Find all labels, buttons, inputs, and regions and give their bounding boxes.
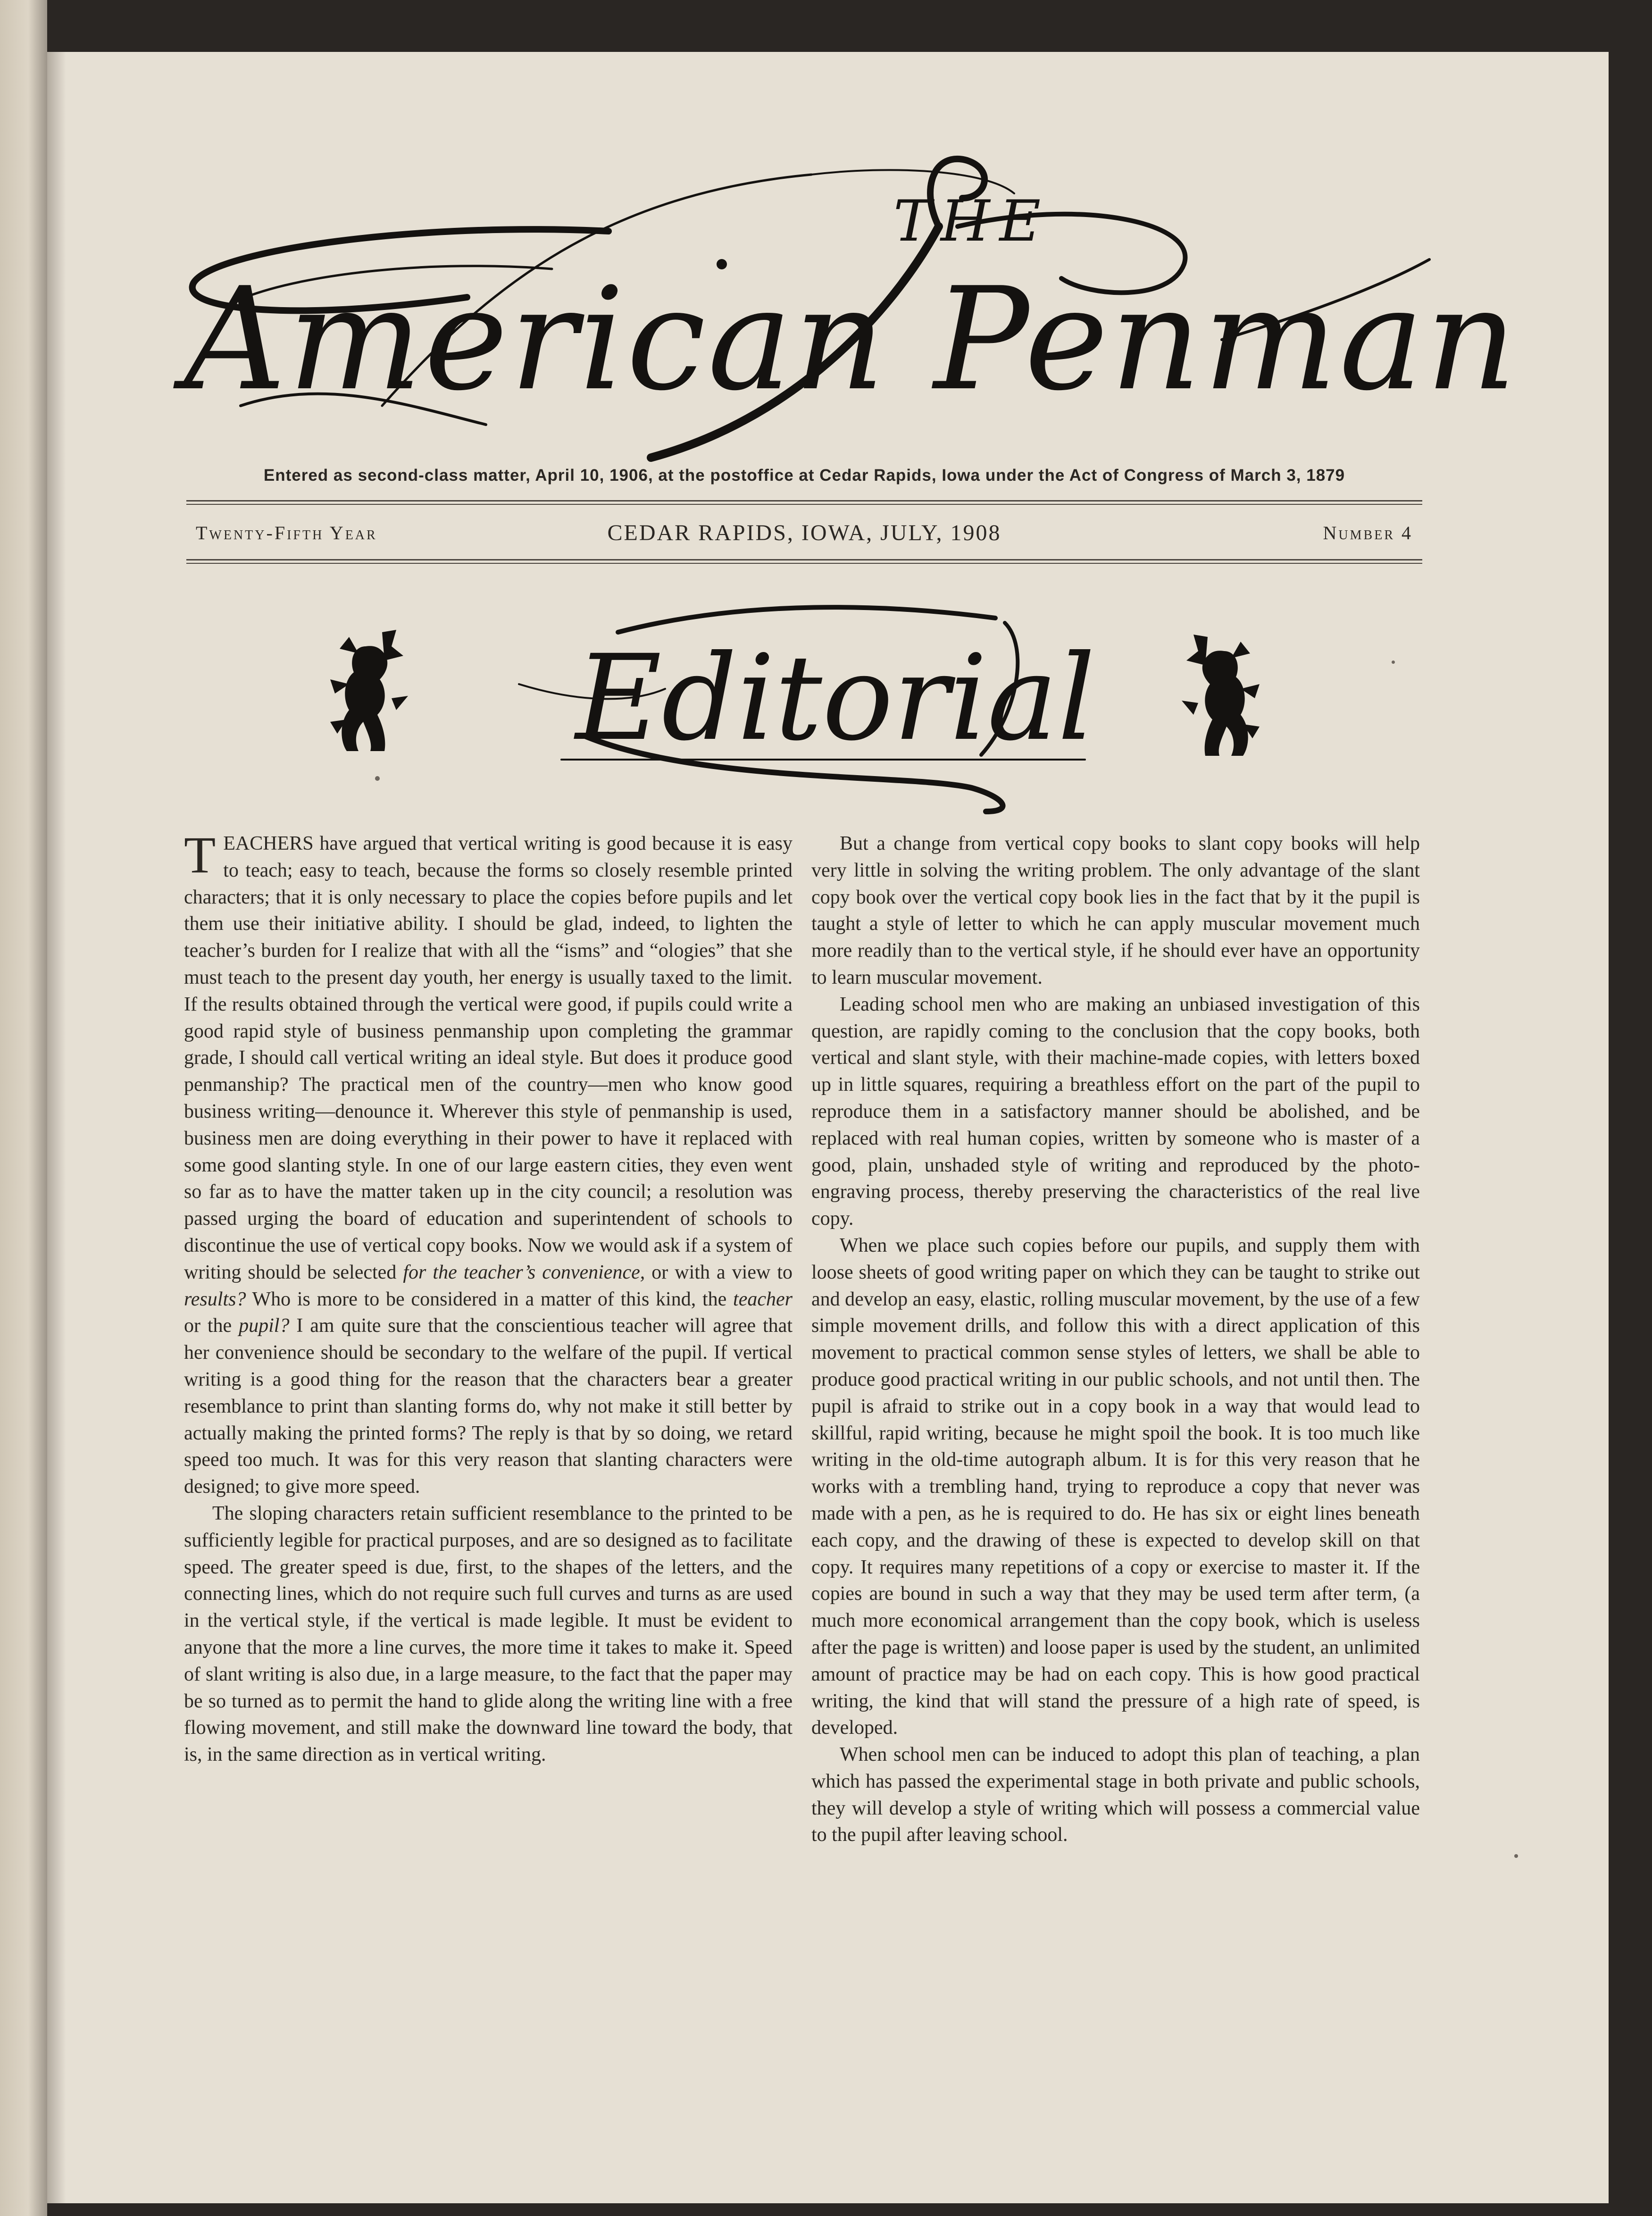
paragraph: Leading school men who are making an unbiased investigation of this question, are rapidly coming to the conclusion that the copy books, both vertical and slant style, with their machine-made copies, with letters boxed up in little squares, requiring a breathless effort on the part of the pupil to reproduce them in a satisfactory manner should be abolished, and be replaced with real human copies, written by someone who is master of a good, plain, unshaded style of writing and reproduced by the photo-engraving process, thereby preserving the characteristics of the real live copy. (811, 993, 1420, 1230)
text-run: I am quite sure that the conscientious teacher will agree that her convenience should be secondary to the welfare of the pupil. If vertical writing is a good thing for the reason that the characters bear a greater resemblance to print than slanting forms do, why not make it still better by actually making the printed forms? The reply is that by so doing, we retard speed too much. It was for this very reason that slanting characters were designed; to give more speed. (184, 1315, 793, 1498)
top-rule (186, 500, 1422, 502)
masthead-the: THE (893, 189, 1051, 254)
italic-run: teacher (733, 1288, 793, 1310)
griffin-icon (1179, 632, 1269, 760)
editorial-heading (509, 590, 1095, 816)
paragraph: The sloping characters retain sufficient resemblance to the printed to be sufficiently legible for practical purposes, and are so designed as to facilitate speed. The greater speed is due, first, to the shapes of the letters, and the connecting lines, which do not require such full curves and turns as are used in the vertical style, if the vertical is made legible. It must be evident to anyone that the more a line curves, the more time it takes to make it. Speed of slant writing is also due, in a large measure, to the fact that the paper may be so turned as to permit the hand to glide along the writing line with a free flowing movement, and still make the downward line toward the body, that is, in the same direction as in vertical writing. (184, 1502, 793, 1766)
paragraph: But a change from vertical copy books to slant copy books will help very little in solving the writing problem. The only advantage of the slant copy book over the vertical copy book lies in the fact that by it the pupil is taught a style of letter to which he can apply muscular movement much more readily than to the vertical style, if he should ever have an opportunity to learn muscular movement. (811, 833, 1420, 988)
top-rule-thin (186, 504, 1422, 505)
masthead (184, 142, 1519, 481)
article-left-column (184, 826, 793, 2038)
issue-place-date: CEDAR RAPIDS, IOWA, JULY, 1908 (607, 520, 1001, 545)
article-right-column (811, 830, 1420, 2038)
text-run: EACHERS have argued that vertical writing is good because it is easy to teach; easy to teach, because the forms so closely resemble printed characters; that it is only necessary to place the copies before pupils and let them use their initiative ability. I should be glad, indeed, to lighten the teacher’s burden for I realize that with all the “isms” and “ologies” that she must teach to the present day youth, her energy is usually taxed to the limit. If the results obtained through the vertical were good, if pupils could write a good rapid style of business penmanship upon completing the grammar grade, I should call vertical writing an ideal style. But does it produce good penmanship? The practical men of the country—men who know good business writing—denounce it. Wherever this style of penmanship is used, business men are doing everything in their power to have it replaced with some good slanting style. In one of our large eastern cities, they even went so far as to have the matter taken up in the city council; a resolution was passed urging the board of education and superintendent of schools to discontinue the use of vertical copy books. Now we would ask if a system of writing should be selected (184, 833, 793, 1283)
italic-run: for the teacher’s convenience, (403, 1261, 645, 1283)
paragraph: When we place such copies before our pupils, and supply them with loose sheets of good writing paper on which they can be taught to strike out and develop an easy, elastic, rolling muscular movement, by the use of a few simple movement drills, and follow this with a direct application of this movement to practical common sense styles of letters, we shall be able to produce good practical writing in our public schools, and not until then. The pupil is afraid to strike out in a copy book in a way that would lead to skillful, rapid writing, because he might spoil the book. It is too much like writing in the old-time autograph album. It is for this very reason that he works with a trembling hand, trying to reproduce a copy that never was made with a pen, as he is required to do. He has six or eight lines beneath each copy, and the drawing of these is expected to develop skill on that copy. It requires many repetitions of a copy or exercise to master it. If the copies are bound in such a way that they may be used term after term, (a much more economical arrangement than the copy book, which is useless after the page is written) and loose paper is used by the student, an unlimited amount of practice may be had on each copy. This is how good practical writing, the kind that will stand the pressure of a high rate of speed, is developed. (811, 1234, 1420, 1739)
paragraph: When school men can be induced to adopt this plan of teaching, a plan which has passed the experimental stage in both private and public schools, they will develop a style of writing which will possess a commercial value to the pupil after leaving school. (811, 1744, 1420, 1846)
editorial-title: Editorial (576, 629, 1095, 767)
paper-speck (1514, 1854, 1518, 1858)
griffin-icon (321, 627, 410, 755)
italic-run: results? (184, 1288, 246, 1310)
italic-run: pupil? (239, 1315, 290, 1337)
paragraph (184, 826, 793, 1500)
bottom-rule-thin (186, 563, 1422, 564)
text-run: or with a view to (651, 1261, 793, 1283)
adjacent-page-edge (0, 0, 47, 2216)
drop-cap: T (184, 826, 216, 884)
text-run: or the (184, 1315, 232, 1337)
paper-speck (375, 776, 380, 781)
text-run: Who is more to be considered in a matter of this kind, the (252, 1288, 727, 1310)
issue-number: Number 4 (1323, 522, 1413, 544)
paper-speck (1392, 661, 1395, 664)
issue-bar (186, 517, 1422, 550)
issue-year: Twenty-Fifth Year (196, 522, 377, 544)
masthead-title: American Penman (184, 257, 1519, 422)
gutter-shadow (47, 52, 66, 2203)
bottom-rule (186, 559, 1422, 560)
second-class-notice: Entered as second-class matter, April 10, 1906, at the postoffice at Cedar Rapids, Iowa under the Act of Congress of March 3, 1879 (263, 466, 1345, 485)
